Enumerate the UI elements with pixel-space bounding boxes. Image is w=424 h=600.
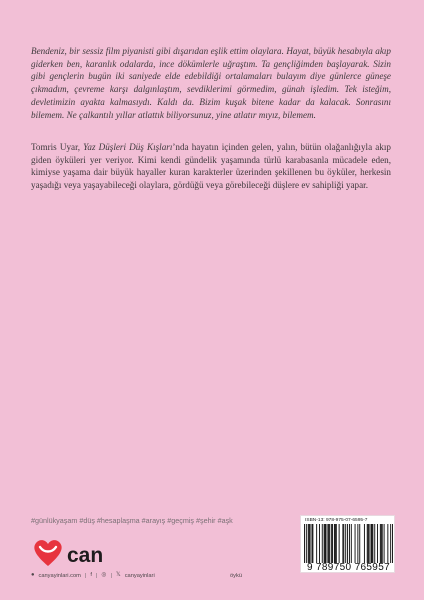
website-icon: ●	[31, 572, 35, 579]
barcode-bar	[380, 524, 381, 563]
barcode-bar	[312, 524, 313, 563]
barcode-bar	[351, 524, 352, 563]
author-prefix: Tomris Uyar,	[31, 142, 84, 152]
barcode-bar	[335, 524, 336, 563]
barcode-bar	[381, 524, 382, 563]
barcode-bar	[328, 524, 329, 563]
barcode-bar	[304, 524, 305, 563]
barcode-bar	[364, 524, 365, 563]
can-logo-icon	[31, 535, 127, 575]
barcode-bar	[368, 524, 369, 563]
barcode-bar	[371, 524, 372, 563]
isbn-barcode-box	[300, 515, 395, 573]
barcode-bar	[382, 524, 383, 563]
book-description	[31, 141, 391, 192]
barcode-bar	[359, 524, 360, 563]
barcode-bar	[339, 524, 340, 563]
book-category: öykü	[230, 573, 243, 579]
barcode-bar	[306, 524, 307, 563]
barcode-bar	[334, 524, 335, 563]
barcode-icon	[304, 524, 393, 563]
barcode-bar	[374, 524, 375, 563]
barcode-bar	[347, 524, 348, 563]
barcode-bar	[316, 524, 317, 563]
barcode-bar	[384, 524, 385, 563]
barcode-bar	[310, 524, 311, 563]
separator-3: |	[110, 573, 113, 579]
barcode-bar	[357, 524, 358, 563]
barcode-bar	[349, 524, 350, 563]
publisher-logo-text: can	[67, 544, 104, 567]
book-title: Yaz Düşleri Düş Kışları	[83, 142, 173, 152]
publisher-website: canyayinlari.com	[38, 573, 81, 579]
barcode-bar	[367, 524, 368, 563]
barcode-bar	[327, 524, 328, 563]
barcode-bar	[387, 524, 388, 563]
facebook-icon: f	[90, 572, 92, 579]
barcode-bar	[319, 524, 320, 563]
isbn-label: ISBN-13: 978-975-07-6595-7	[305, 518, 368, 523]
publisher-social-handle: canyayinlari	[124, 573, 155, 579]
separator-1: |	[84, 573, 87, 579]
barcode-bar	[342, 524, 343, 563]
barcode-bar	[326, 524, 327, 563]
barcode-bar	[355, 524, 356, 563]
barcode-bar	[371, 524, 372, 563]
barcode-bar	[308, 524, 309, 563]
barcode-number: 9 789750 765957	[306, 562, 391, 573]
barcode-bar	[369, 524, 370, 563]
description-body: ’nda hayatın içinden gelen, yalın, bütün olağanlığıyla akıp giden öyküleri yer veriyor. Kimi kendi gündelik yaşamında türlü karabasanla mücadele eden, kimiyse yaşama dair büyük hayaller kuran karakterler üzerinden şekillenen bu öyküler, herkesin yaşadığı veya yaşayabileceği olaylara, gördüğü veya görebileceği düşlere ev sahipliği yapar.	[31, 142, 391, 191]
barcode-bar	[329, 524, 330, 563]
separator-2: |	[95, 573, 98, 579]
barcode-bar	[311, 524, 312, 563]
barcode-bar	[372, 524, 373, 563]
barcode-bar	[332, 524, 333, 563]
x-icon: 𝕏	[116, 572, 121, 579]
barcode-bar	[324, 524, 325, 563]
barcode-bar	[322, 524, 323, 563]
barcode-bar	[377, 524, 378, 563]
barcode-bar	[392, 524, 393, 563]
barcode-bar	[331, 524, 332, 563]
barcode-bar	[390, 524, 391, 563]
barcode-bar	[336, 524, 337, 563]
publisher-logo	[31, 535, 127, 575]
instagram-icon: ◎	[101, 572, 107, 579]
quote-text: Bendeniz, bir sessiz film piyanisti gibi dışarıdan eşlik ettim olaylara. Hayat, büyük hesabıyla akıp giderken ben, karanlık odalarda, ince dökümlerle uğraştım. Ta gençliğimden başlayarak. Sizin gibi gençlerin bugün iki saniyede elde edebildiği ortalamaları bulayım diye günlerce güneşe çıkmadım, çevreme karşı dalgınlaştım, sevdiklerimi görmedim, günah işledim. Tek isteğim, devletimizin ayakta kalmasıydı. Kaldı da. Bizim kuşak bitene kadar da kalacak. Sonrasını bilemem. Ne çalkantılı yıllar atlattık biliyorsunuz, yine atlatır mıyız, bilemem.	[31, 46, 391, 120]
barcode-bar	[343, 524, 344, 563]
barcode-bar	[309, 524, 310, 563]
publisher-contact	[31, 573, 155, 579]
barcode-bar	[345, 524, 346, 563]
barcode-bar	[325, 524, 326, 563]
hashtags: #günlükyaşam #düş #hesaplaşma #arayış #geçmiş #şehir #aşk	[31, 516, 233, 525]
